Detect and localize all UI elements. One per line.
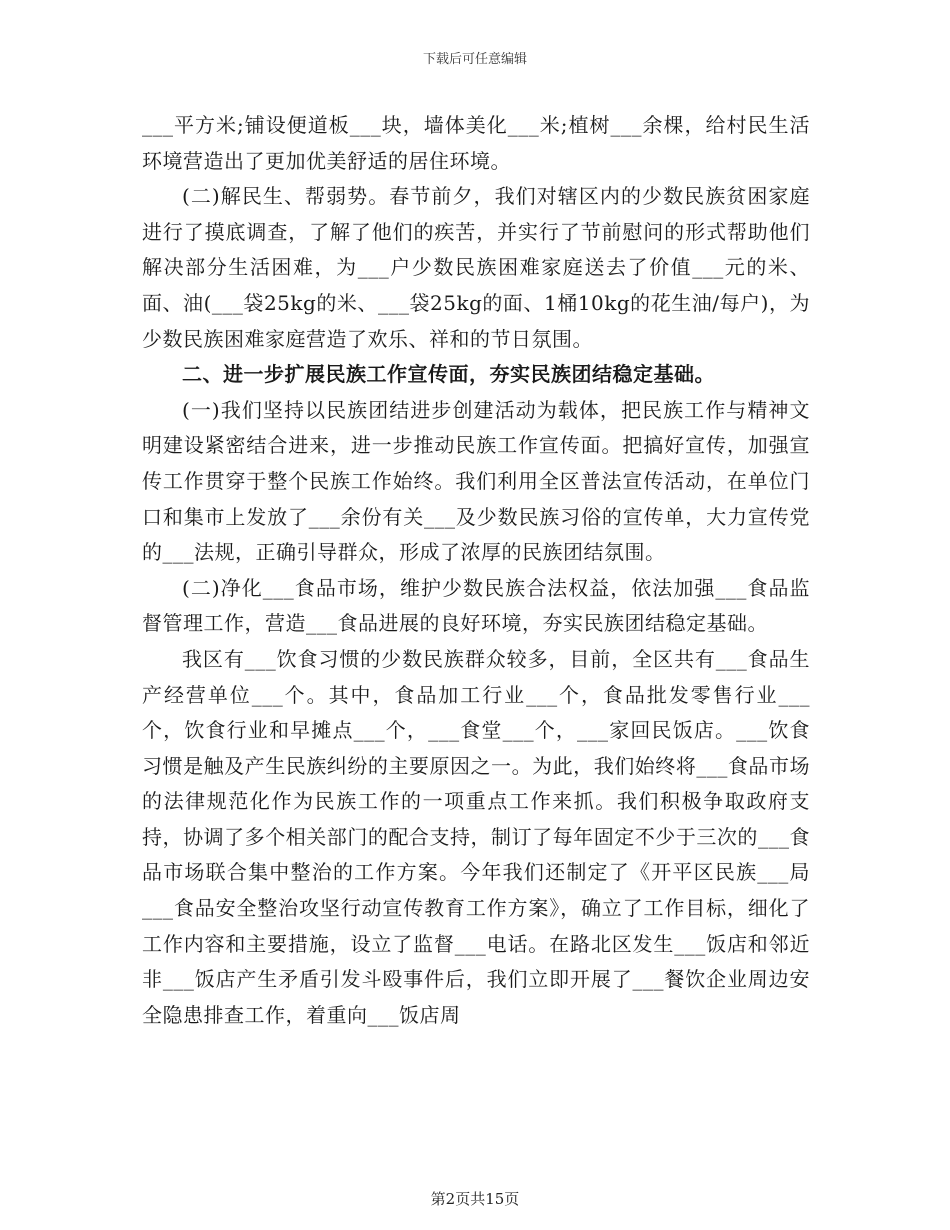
paragraph-continuation: ___平方米;铺设便道板___块，墙体美化___米;植树___余棵，给村民生活环境营造出了更加优美舒适的居住环境。 bbox=[142, 113, 810, 173]
paragraph-publicity: (一)我们坚持以民族团结进步创建活动为载体，把民族工作与精神文明建设紧密结合进来，进一步推动民族工作宣传面。把搞好宣传，加强宣传工作贯穿于整个民族工作始终。我们利用全区普法宣传活动，在单位门口和集市上发放了___余份有关___及少数民族习俗的宣传单，大力宣传党的___法规，正确引导群众，形成了浓厚的民族团结氛围。 bbox=[142, 397, 810, 565]
paragraph-district-details: 我区有___饮食习惯的少数民族群众较多，目前，全区共有___食品生产经营单位___个。其中，食品加工行业___个，食品批发零售行业___个，饮食行业和早摊点___个，___食堂___个，___家回民饭店。___饮食习惯是触及产生民族纠纷的主要原因之一。为此，我们始终将___食品市场的法律规范化作为民族工作的一项重点工作来抓。我们积极争取政府支持，协调了多个相关部门的配合支持，制订了每年固定不少于三次的___食品市场联合集中整治的工作方案。今年我们还制定了《开平区民族___局___食品安全整治攻坚行动宣传教育工作方案》，确立了工作目标，细化了工作内容和主要措施，设立了监督___电话。在路北区发生___饭店和邻近非___饭店产生矛盾引发斗殴事件后，我们立即开展了___餐饮企业周边安全隐患排查工作，着重向___饭店周 bbox=[142, 646, 810, 1027]
page-header-note: 下载后可任意编辑 bbox=[422, 52, 527, 67]
paragraph-livelihood: (二)解民生、帮弱势。春节前夕，我们对辖区内的少数民族贫困家庭进行了摸底调查，了解了他们的疾苦，并实行了节前慰问的形式帮助他们解决部分生活困难，为___户少数民族困难家庭送去了价值___元的米、面、油(___袋25kg的米、___袋25kg的面、1桶10kg的花生油/每户)，为少数民族困难家庭营造了欢乐、祥和的节日氛围。 bbox=[142, 184, 810, 351]
page-number: 第2页共15页 bbox=[430, 1190, 520, 1208]
document-body bbox=[142, 108, 810, 1033]
section-heading-2: 二、进一步扩展民族工作宣传面，夯实民族团结稳定基础。 bbox=[182, 362, 715, 387]
paragraph-food-market: (二)净化___食品市场，维护少数民族合法权益，依法加强___食品监督管理工作，营造___食品进展的良好环境，夯实民族团结稳定基础。 bbox=[142, 575, 810, 636]
